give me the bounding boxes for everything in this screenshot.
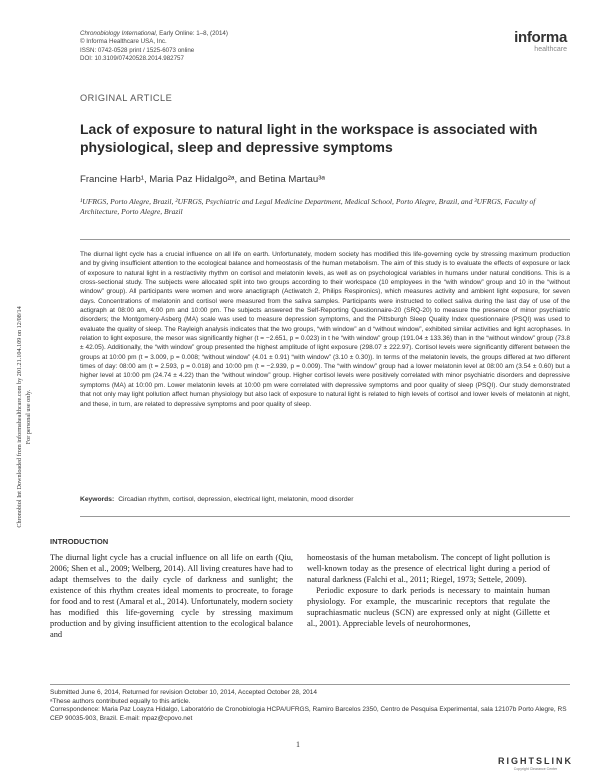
abstract-bottom-divider: [80, 516, 570, 517]
issn-line: ISSN: 0742-0528 print / 1525-6073 online: [80, 46, 195, 54]
section-heading-introduction: INTRODUCTION: [50, 537, 109, 546]
doi-line[interactable]: DOI: 10.3109/07420528.2014.982757: [80, 55, 184, 63]
submission-dates: Submitted June 6, 2014, Returned for revision October 10, 2014, Accepted October 28, 2014: [50, 689, 318, 696]
abstract: The diurnal light cycle has a crucial influence on all life on earth. Unfortunately, modern society has modified this life-governing cycle by stressing maximum production and by giving insufficient attention to the ecological balance and homeostasis of the human metabolism. The aim of this study is to evaluate the effects of exposure or lack of exposure to natural light in a rest/activity rhythm on cortisol and melatonin levels, as well as on psychological variables in humans under natural conditions. This is a cross-sectional study. The subjects were allocated split into two groups according to their workspace (10 employees in the “with window” group and 10 in the “without window” group). All participants were women and wore anactigraph (Actiwatch 2, Philips Respironics), which measures activity and ambient light exposure, for seven days. Concentrations of melatonin and cortisol were measured from the saliva samples. Participants were instructed to collect saliva during the last day of use of the actigraph at 08:00 am, 4:00 pm and 10:00 pm. The subjects answered the Self-Reporting Questionnaire-20 (SRQ-20) to measure the presence of minor psychiatric disorders; the Montgomery-Asberg (MA) scale was used to measure depression symptoms, and the Pittsburgh Sleep Quality Index questionnaire (PSQI) was used to evaluate the quality of sleep. The Rayleigh analysis indicates that the two groups, “with window” an d “without window”, exhibited similar activities and light acrophases. In relation to light exposure, the mesor was significantly higher (t = −2.651, p = 0.023) in t he “with window” group (191.04 ± 133.36) than in the “without window” group (73.8 ± 42.05). Additionally, the “with window” group presented the highest amplitude of light exposure (298.07 ± 222.97). Cortisol levels were significantly different between the groups at 10:00 pm (t = 3.009, p = 0.008; “without window” (4.01 ± 0.91) “with window” (3.10 ± 0.30)). In terms of the melatonin levels, the groups differed at two different times of day: 08:00 am (t = 2.593, p = 0.018) and 10:00 pm (t = −2.939, p = 0.009). The “with window” group had a lower melatonin level at 08:00 am (3.54 ± 0.60) but a higher level at 10:00 pm (24.74 ± 4.22) than the “without window” group. Higher cortisol levels were positively correlated with minor psychiatric disorders and depressive symptoms (MA) at 10:00 pm. Lower melatonin levels at 10:00 pm were correlated with depressive symptoms and poor quality of sleep (PSQI). Our study demonstrated that not only may light pollution affect human physiology but also lack of exposure to natural light is related to high levels of cortisol and lower levels of melatonin at night, and these, in turn, are related to depressive symptoms and poor quality of sleep.: [80, 251, 570, 408]
rightslink-wordmark: RIGHTSLINK: [498, 756, 573, 766]
keywords-text: Circadian rhythm, cortisol, depression, electrical light, melatonin, mood disorder: [118, 496, 354, 503]
correspondence: Correspondence: Maria Paz Loayza Hidalgo, Laboratório de Cronobiologia HCPA/UFRGS, Ramiro Barcelos 2350, Centro de Pesquisa Experimental, sala 12107b Porto Alegre, RS CEP 90035-903, Brazil. E-mail: mpaz@cpovo.net: [50, 706, 567, 722]
journal-citation: [80, 30, 228, 38]
footnote-divider: [50, 684, 570, 685]
body-column-right: [307, 552, 550, 629]
page-number: 1: [296, 740, 300, 749]
download-stamp-line: For personal use only.: [24, 389, 32, 445]
publisher-logo: [514, 30, 567, 53]
journal-name: Chronobiology International,: [80, 30, 158, 37]
download-stamp: [16, 282, 33, 552]
download-stamp-line: Chronobiol Int Downloaded from informahealthcare.com by 201.21.104.109 on 12/08/14: [16, 306, 23, 528]
body-paragraph: The diurnal light cycle has a crucial influence on all life on earth (Qiu, 2006; Shen et al., 2009; Welberg, 2014). All living creatures have had to adapt themselves to the daily cycle of darkness and sunlight; the existence of this rhythm creates ideal moments to procreate, to forage for food and to rest (Amaral et al., 2014). Unfortunately, modern society has modified this life-governing cycle by stressing maximum production and by giving insufficient attention to the ecological balance and: [50, 553, 293, 639]
body-paragraph: Periodic exposure to dark periods is necessary to maintain human physiology. For example, the muscarinic receptors that regulate the suprachiasmatic nucleus (SCN) are expressed only at night (Gillette et al., 2001). Appreciable levels of neurohormones,: [307, 586, 550, 628]
equal-contribution-note: ᵃThese authors contributed equally to this article.: [50, 697, 191, 705]
keywords-label: Keywords:: [80, 496, 115, 503]
journal-info: [80, 30, 228, 64]
author-list: Francine Harb¹, Maria Paz Hidalgo²ᵃ, and Betina Martau³ᵃ: [80, 174, 325, 185]
body-paragraph: homeostasis of the human metabolism. The concept of light pollution is well-known today as the presence of electrical light during a period of natural darkness (Falchi et al., 2011; Riegel, 1973; Settele, 2009).: [307, 553, 550, 584]
rightslink-tagline: Copyright Clearance Center: [513, 767, 558, 771]
article-type: ORIGINAL ARTICLE: [80, 93, 173, 103]
article-title: Lack of exposure to natural light in the workspace is associated with physiological, sleep and depressive symptoms: [80, 121, 538, 155]
copyright-line: © Informa Healthcare USA, Inc.: [80, 38, 167, 46]
publisher-name: informa: [514, 29, 567, 46]
affiliations: ¹UFRGS, Porto Alegre, Brazil, ²UFRGS, Psychiatric and Legal Medicine Department, Medical School, Porto Alegre, Brazil, and ³UFRGS, Faculty of Architecture, Porto Alegre, Brazil: [80, 197, 536, 217]
body-column-left: [50, 552, 293, 640]
publisher-subtitle: healthcare: [534, 46, 567, 53]
rightslink-logo[interactable]: [498, 756, 573, 771]
abstract-top-divider: [80, 239, 570, 240]
keywords: [80, 496, 570, 503]
journal-issue: Early Online: 1–8, (2014): [157, 30, 228, 37]
footnotes: [50, 689, 570, 723]
